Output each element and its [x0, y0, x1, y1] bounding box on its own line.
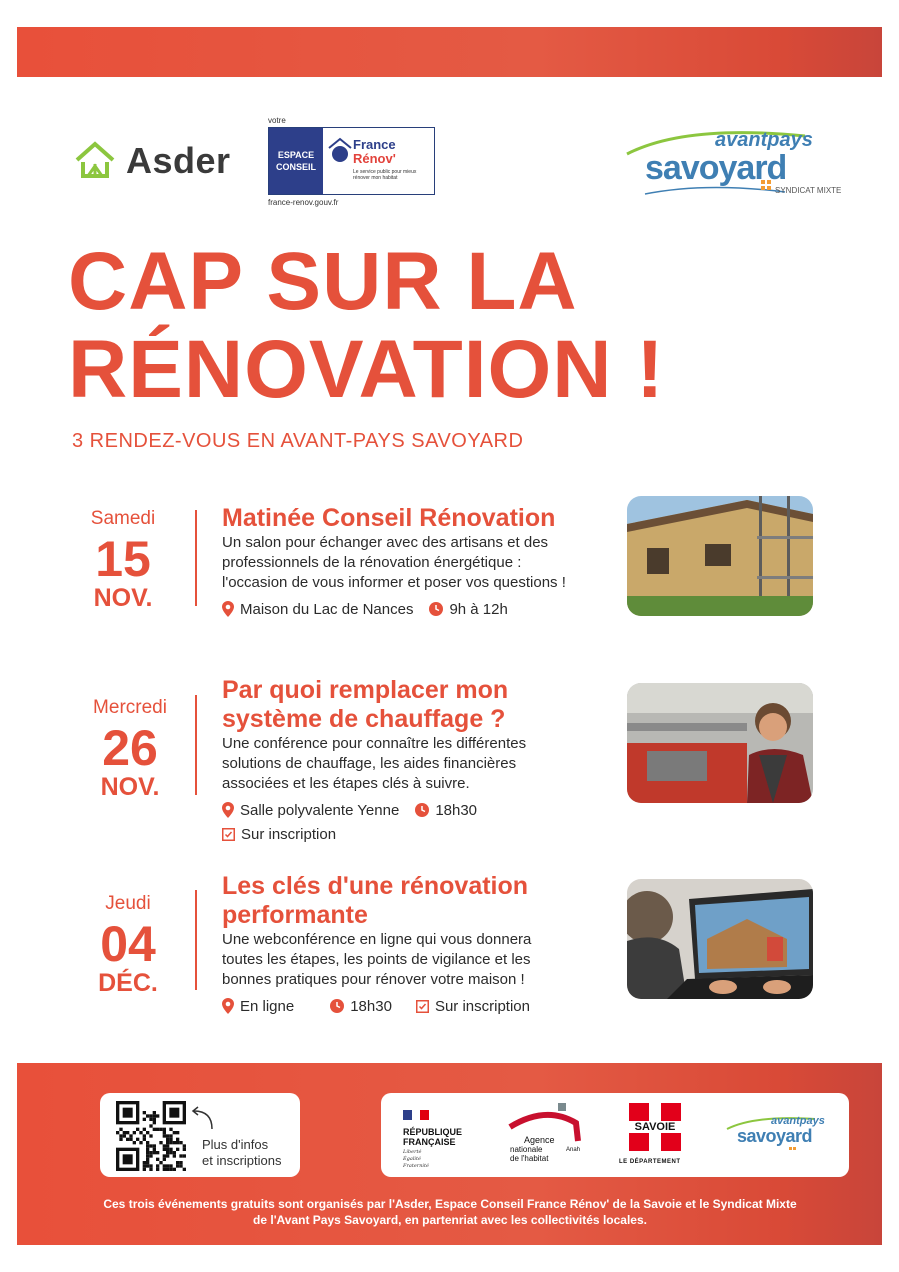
france-renov-tagline: Le service public pour mieux rénover mon habitat [353, 169, 417, 181]
event-1-place-text: Maison du Lac de Nances [240, 600, 414, 618]
event-3-divider [195, 890, 197, 990]
marianne-flag-icon [403, 1110, 429, 1120]
event-3-details [222, 872, 617, 1017]
top-banner [17, 27, 882, 77]
event-2-details [222, 676, 617, 845]
clock-icon [415, 803, 429, 817]
aps-line3: SYNDICAT MIXTE [775, 186, 842, 195]
event-1-num: 15 [95, 531, 151, 587]
qr-caption-2: et inscriptions [202, 1153, 282, 1168]
footer-text [40, 1196, 860, 1228]
republique-line1: RÉPUBLIQUE [403, 1127, 463, 1137]
france-renov-house-icon [327, 136, 353, 166]
footer-line-1: Ces trois événements gratuits sont organisés par l'Asder, Espace Conseil France Rénov' de la Savoie et le Syndicat Mixte [103, 1197, 797, 1211]
savoie-logo [619, 1103, 699, 1173]
qr-caption-1: Plus d'infos [202, 1137, 269, 1152]
event-3-desc-1: Une webconférence en ligne qui vous donnera [222, 931, 532, 948]
event-3-title-1: Les clés d'une rénovation [222, 872, 529, 900]
event-2-time-text: 18h30 [435, 801, 478, 819]
votre-label: votre [268, 116, 286, 125]
event-3-desc-2: toutes les étapes, les points de vigilance et les [222, 951, 531, 968]
event-1-time-text: 9h à 12h [449, 600, 508, 618]
event-3-day: Jeudi [105, 893, 151, 914]
aps-line2: savoyard [645, 149, 787, 187]
republique-line2: FRANÇAISE [403, 1137, 456, 1147]
event-3-num: 04 [100, 916, 156, 972]
event-3-registration-text: Sur inscription [434, 997, 530, 1015]
devise-fraternite: Fraternité [403, 1163, 429, 1169]
asder-logo [74, 140, 231, 182]
aps-small-line1: avantpays [771, 1115, 825, 1127]
event-2-month: NOV. [100, 773, 160, 801]
event-2-day: Mercredi [93, 697, 167, 718]
laptop-webconference-image [627, 879, 813, 999]
event-2-registration [222, 826, 336, 843]
footer-line-2: de l'Avant Pays Savoyard, en partenriat avec les collectivités locales. [253, 1213, 647, 1227]
event-1-title: Matinée Conseil Rénovation [222, 504, 556, 532]
france-renov-name-2: Rénov' [353, 151, 396, 166]
partners-card [381, 1093, 849, 1177]
devise-liberte: Liberté [403, 1149, 422, 1155]
page-title [68, 238, 665, 414]
espace-conseil-block [269, 128, 323, 194]
espace-text: ESPACE [277, 150, 315, 160]
event-1-divider [195, 510, 197, 606]
clock-icon [429, 602, 443, 616]
event-3-place-text: En ligne [240, 997, 295, 1015]
checkbox-icon [416, 1000, 429, 1013]
event-3-registration [416, 998, 530, 1015]
event-2-title-2: système de chauffage ? [222, 705, 506, 733]
republique-francaise-logo [403, 1107, 493, 1170]
event-1-date [53, 508, 193, 612]
event-2-date [60, 697, 200, 801]
anah-line2: nationale [510, 1145, 543, 1154]
event-1-place [222, 601, 413, 618]
heating-technician-image [627, 683, 813, 803]
event-1-day: Samedi [90, 508, 156, 529]
qr-code-icon[interactable] [116, 1101, 186, 1171]
aps-line1: avantpays [715, 129, 813, 151]
event-2-time [415, 802, 477, 819]
event-2-desc-3: associées et les étapes clés à suivre. [222, 775, 470, 792]
house-renovation-image [627, 496, 813, 616]
title-line-2: RÉNOVATION ! [68, 324, 665, 415]
event-3-time [330, 998, 392, 1015]
curved-arrow-icon [188, 1103, 218, 1133]
clock-icon [330, 999, 344, 1013]
savoie-name: SAVOIE [629, 1121, 681, 1133]
aps-small-line2: savoyard [737, 1126, 813, 1146]
event-2-divider [195, 695, 197, 795]
anah-line3: de l'habitat [510, 1154, 549, 1163]
event-1-details [222, 504, 617, 620]
qr-card [100, 1093, 300, 1177]
savoie-sub: LE DÉPARTEMENT [619, 1159, 681, 1165]
location-pin-icon [222, 998, 234, 1014]
event-2-photo [627, 683, 813, 803]
event-1-desc-2: professionnels de la rénovation énergétique : [222, 554, 522, 571]
title-line-1: CAP SUR LA [68, 236, 578, 327]
checkbox-icon [222, 828, 235, 841]
event-2-place [222, 802, 399, 819]
location-pin-icon [222, 802, 234, 818]
event-2-desc-2: solutions de chauffage, les aides financières [222, 755, 517, 772]
event-3-month: DÉC. [98, 969, 158, 997]
event-3-photo [627, 879, 813, 999]
anah-tag: Anah [566, 1147, 581, 1153]
event-1-photo [627, 496, 813, 616]
event-3-place [222, 998, 294, 1015]
event-2-registration-text: Sur inscription [241, 825, 337, 843]
event-1-desc-1: Un salon pour échanger avec des artisans et des [222, 534, 549, 551]
avant-pays-savoyard-logo [625, 124, 845, 204]
event-1-month: NOV. [93, 584, 153, 612]
event-2-desc-1: Une conférence pour connaître les différentes [222, 735, 527, 752]
france-renov-logo [268, 116, 435, 207]
anah-line1: Agence [524, 1135, 555, 1145]
asder-name: Asder [126, 140, 231, 181]
event-3-title-2: performante [222, 901, 368, 929]
france-renov-url: france-renov.gouv.fr [268, 198, 339, 207]
conseil-text: CONSEIL [275, 162, 316, 172]
event-1-time [429, 601, 507, 618]
anah-logo [506, 1103, 596, 1171]
page-subtitle: 3 RENDEZ-VOUS EN AVANT-PAYS SAVOYARD [72, 430, 524, 452]
aps-small-logo [725, 1113, 835, 1163]
event-2-title-1: Par quoi remplacer mon [222, 676, 509, 704]
asder-house-icon [74, 140, 116, 182]
france-renov-name-1: France [353, 137, 396, 152]
devise-egalite: Égalité [403, 1156, 421, 1162]
event-1-desc-3: l'occasion de vous informer et poser vos questions ! [222, 574, 566, 591]
event-2-num: 26 [102, 720, 158, 776]
event-2-place-text: Salle polyvalente Yenne [240, 801, 400, 819]
location-pin-icon [222, 601, 234, 617]
event-3-desc-3: bonnes pratiques pour rénover votre maison ! [222, 971, 525, 988]
event-3-time-text: 18h30 [350, 997, 392, 1015]
event-3-date [58, 893, 198, 997]
